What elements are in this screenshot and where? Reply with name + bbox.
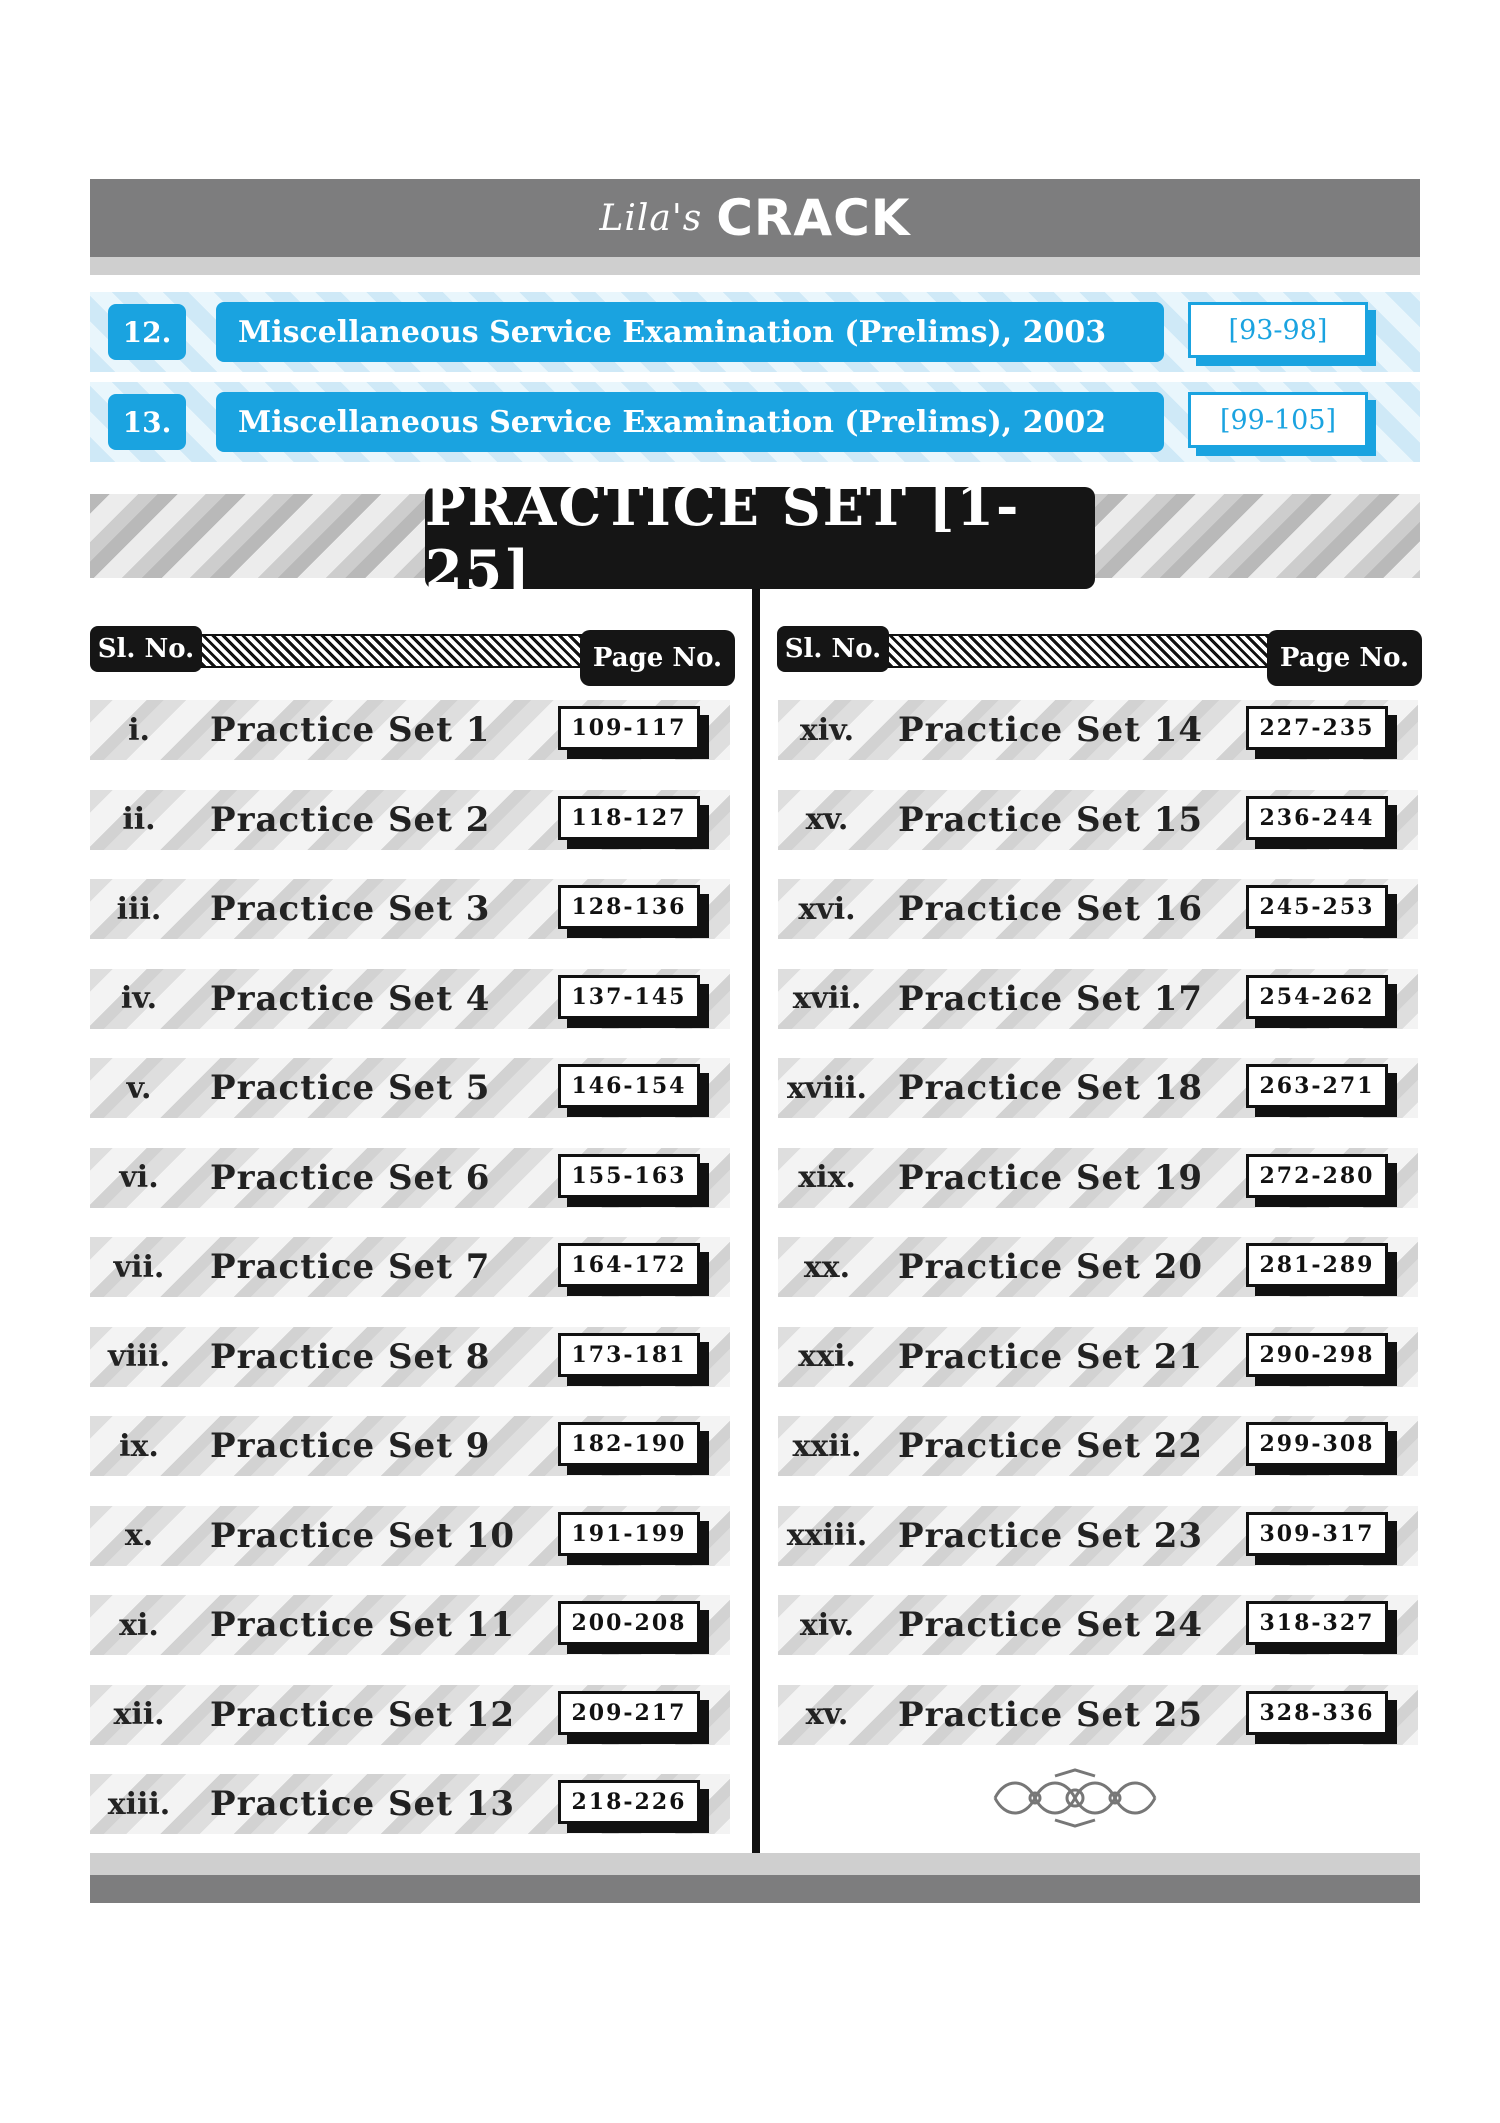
practice-set-name: Practice Set 12 (210, 1694, 516, 1735)
practice-set-row (90, 1685, 730, 1745)
page-range: 218-226 (558, 1780, 700, 1824)
practice-set-row (778, 1148, 1418, 1208)
exam-page-range: [99-105] (1188, 392, 1368, 448)
practice-set-name: Practice Set 7 (210, 1247, 491, 1287)
page-range: 263-271 (1246, 1064, 1388, 1108)
practice-set-name: Practice Set 11 (210, 1605, 516, 1645)
page-range: 137-145 (558, 975, 700, 1019)
serial-number: xix. (798, 1160, 856, 1195)
practice-set-name: Practice Set 20 (898, 1247, 1204, 1287)
serial-number: viii. (107, 1339, 171, 1374)
practice-set-name: Practice Set 22 (898, 1426, 1204, 1466)
practice-set-row (90, 969, 730, 1029)
practice-set-row (778, 1685, 1418, 1745)
practice-set-row (90, 790, 730, 850)
practice-set-row (90, 1148, 730, 1208)
serial-number: vii. (113, 1249, 165, 1285)
exam-number: 12. (108, 304, 186, 360)
practice-set-name: Practice Set 23 (898, 1515, 1204, 1556)
serial-number: iii. (116, 891, 162, 927)
practice-set-row (90, 1774, 730, 1834)
practice-set-name: Practice Set 3 (210, 889, 491, 929)
page-range: 191-199 (558, 1512, 700, 1556)
practice-set-row (90, 1058, 730, 1118)
exam-page-range: [93-98] (1188, 302, 1368, 358)
practice-set-row (90, 700, 730, 760)
header-band (90, 179, 1420, 257)
practice-set-name: Practice Set 16 (898, 889, 1204, 929)
practice-set-row (90, 879, 730, 939)
practice-set-name: Practice Set 21 (898, 1336, 1204, 1377)
page-range: 236-244 (1246, 796, 1388, 840)
practice-set-row (778, 1058, 1418, 1118)
serial-number: xvii. (792, 981, 862, 1016)
serial-number: x. (124, 1518, 154, 1553)
serial-number: xviii. (787, 1070, 867, 1106)
practice-set-name: Practice Set 8 (210, 1336, 491, 1377)
serial-number: xi. (119, 1607, 159, 1643)
serial-number: vi. (119, 1160, 159, 1195)
serial-number: xiv. (799, 1607, 855, 1643)
practice-set-row (778, 969, 1418, 1029)
practice-set-name: Practice Set 6 (210, 1157, 491, 1198)
right-column-header (777, 626, 1422, 682)
exam-number: 13. (108, 394, 186, 450)
serial-number: xx. (803, 1249, 851, 1285)
page-range: 155-163 (558, 1154, 700, 1198)
serial-number: i. (128, 712, 150, 748)
practice-set-row (778, 879, 1418, 939)
exam-row (90, 382, 1420, 462)
practice-set-name: Practice Set 5 (210, 1068, 491, 1108)
practice-set-row (90, 1327, 730, 1387)
practice-set-name: Practice Set 10 (210, 1515, 516, 1556)
page-range: 227-235 (1246, 706, 1388, 750)
footer-band-light (90, 1853, 1420, 1875)
practice-set-row (778, 1595, 1418, 1655)
page-no-label: Page No. (1267, 630, 1422, 686)
practice-set-title: PRACTICE SET [1-25] (425, 487, 1095, 589)
page-range: 318-327 (1246, 1601, 1388, 1645)
brand-main: CRACK (716, 189, 911, 247)
practice-set-name: Practice Set 25 (898, 1694, 1204, 1735)
page-range: 182-190 (558, 1422, 700, 1466)
practice-set-row (778, 700, 1418, 760)
page-range: 200-208 (558, 1601, 700, 1645)
page-range: 118-127 (558, 796, 700, 840)
serial-number: xiv. (799, 712, 855, 748)
practice-set-name: Practice Set 18 (898, 1068, 1204, 1108)
serial-number: xv. (805, 802, 849, 837)
practice-set-name: Practice Set 4 (210, 978, 491, 1019)
page-range: 299-308 (1246, 1422, 1388, 1466)
page-range: 328-336 (1246, 1691, 1388, 1735)
practice-set-name: Practice Set 15 (898, 799, 1204, 840)
serial-number: xxiii. (786, 1518, 868, 1553)
practice-set-row (90, 1416, 730, 1476)
serial-number: iv. (120, 981, 158, 1016)
practice-set-name: Practice Set 13 (210, 1784, 516, 1824)
practice-set-name: Practice Set 2 (210, 799, 491, 840)
page-range: 173-181 (558, 1333, 700, 1377)
serial-number: xv. (805, 1697, 849, 1732)
serial-number: xii. (113, 1697, 165, 1732)
serial-number: ii. (122, 802, 156, 837)
exam-title: Miscellaneous Service Examination (Prelims), 2002 (216, 392, 1164, 452)
page-range: 146-154 (558, 1064, 700, 1108)
brand-script: Lila's (599, 197, 703, 239)
practice-set-row (778, 1506, 1418, 1566)
serial-number: xiii. (107, 1786, 171, 1822)
footer-band-dark (90, 1875, 1420, 1903)
page-range: 309-317 (1246, 1512, 1388, 1556)
serial-number: v. (126, 1070, 152, 1106)
practice-set-row (90, 1237, 730, 1297)
page-range: 254-262 (1246, 975, 1388, 1019)
page-range: 290-298 (1246, 1333, 1388, 1377)
page-range: 281-289 (1246, 1243, 1388, 1287)
practice-set-name: Practice Set 14 (898, 710, 1204, 750)
page-range: 109-117 (558, 706, 700, 750)
exam-row (90, 292, 1420, 372)
practice-set-name: Practice Set 24 (898, 1605, 1204, 1645)
page-range: 164-172 (558, 1243, 700, 1287)
practice-set-row (778, 1327, 1418, 1387)
practice-set-row (778, 1416, 1418, 1476)
page-range: 209-217 (558, 1691, 700, 1735)
header-underline (90, 257, 1420, 275)
page-no-label: Page No. (580, 630, 735, 686)
practice-set-name: Practice Set 1 (210, 710, 491, 750)
practice-set-row (90, 1506, 730, 1566)
practice-set-row (778, 1237, 1418, 1297)
sl-no-label: Sl. No. (777, 626, 889, 672)
page-range: 245-253 (1246, 885, 1388, 929)
practice-set-name: Practice Set 9 (210, 1426, 491, 1466)
page-range: 128-136 (558, 885, 700, 929)
serial-number: ix. (119, 1428, 159, 1464)
serial-number: xxii. (792, 1428, 862, 1464)
practice-set-name: Practice Set 17 (898, 978, 1204, 1019)
column-divider (752, 589, 760, 1859)
practice-set-row (778, 790, 1418, 850)
practice-set-name: Practice Set 19 (898, 1157, 1204, 1198)
exam-title: Miscellaneous Service Examination (Prelims), 2003 (216, 302, 1164, 362)
serial-number: xxi. (798, 1339, 856, 1374)
practice-set-row (90, 1595, 730, 1655)
page-range: 272-280 (1246, 1154, 1388, 1198)
serial-number: xvi. (798, 891, 856, 927)
ornament-icon (985, 1768, 1165, 1828)
sl-no-label: Sl. No. (90, 626, 202, 672)
left-column-header (90, 626, 735, 682)
